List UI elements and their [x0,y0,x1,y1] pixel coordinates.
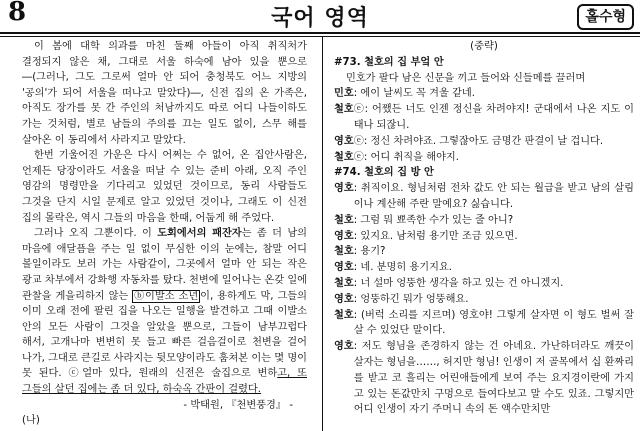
p3-text-a: 그러나 오직 그뿐이다. 이 [34,228,158,240]
speaker: 철호 [334,104,354,116]
right-column [334,39,634,431]
speaker: 민호 [334,88,354,100]
dialogue-text: : 용기? [353,246,386,258]
dialogue-line [334,102,634,134]
dialogue-line [334,276,634,292]
p3-text-b: 는 좀 더 남의 마음에 애달픔을 주는 일 없이 무심한 이의 눈에는, 참말 어디 볼일이라도 보러 가는 사람같이, 그곳에서 얼마 안 되는 작은 광교 차부에서 강화행 자동차를 탔다. 천변에 일어나는 온갖 일에 관찰을 게을리하지 않는 [22,228,307,302]
dialogue-line [334,86,634,102]
dialogue-line [334,213,634,229]
scene-74-dialogue [334,181,634,418]
bold-phrase: 도회에서의 패잔자 [157,228,242,240]
dialogue-line [334,244,634,260]
scene-heading-73: #73. 철호의 집 부엌 안 [334,56,444,68]
dialogue-text: : 네. 분명히 용기지요. [353,262,453,274]
dialogue-text: : 그럼 뭐 뾰족한 수가 있는 줄 아니? [353,214,514,226]
dialogue-text: : (버럭 소리를 지르며) 영호야! 그렇게 살자면 이 형도 벌써 잘살 수 있었단 말이다. [353,309,634,337]
dialogue-line [334,308,634,340]
header-rule [0,32,640,34]
dialogue-line [334,150,634,166]
speaker: 영호 [334,293,354,305]
left-column [22,39,307,431]
dialogue-line [334,339,634,418]
boxed-phrase: ⓑ이발소 소년 [134,290,199,302]
scene-73-dialogue [334,86,634,165]
exam-type-badge: 홀수형 [577,4,634,30]
speaker: 철호 [334,277,354,289]
speaker: 영호 [334,183,354,195]
paragraph-3 [22,226,307,398]
speaker: 철호 [334,151,354,163]
citation: - 박태원, 『천변풍경』 - [183,399,293,411]
dialogue-line [334,229,634,245]
omission-mark: (중략) [470,41,498,52]
dialogue-text: : 저도 형님을 존경하지 않는 건 아녜요. 가난하더라도 깨끗이 살자는 형님을……, 허지만 형님! 인생이 저 골목에서 십 환짜리를 받고 코 흘리는 어린애들에게 보여 주는 요지경이란에 가지고 있는 돈값만치 구멍으로 들여다보고 말 수도 있죠. 그렇지만 어디 인생이 자기 주머니 속의 돈 액수만치만 [353,341,634,416]
column-divider [322,37,323,431]
dialogue-text: ⓔ: 어디 취직을 해야지. [353,151,459,163]
dialogue-text: ⓔ: 어쨌든 너도 인젠 정신을 차려야지! 군대에서 나온 지도 이태나 되잖니. [353,104,634,131]
page-number: 8 [8,0,27,27]
dialogue-line [334,134,634,150]
dialogue-text: : 취직이요. 형님처럼 전차 값도 안 되는 월급을 받고 남의 살림이나 계산해 주란 말예요? 싫습니다. [353,183,634,210]
speaker: 철호 [334,214,354,226]
dialogue-text: : 있지요. 남처럼 용기만 조금 있으면. [353,230,518,242]
dialogue-line [334,181,634,213]
speaker: 철호 [334,309,354,321]
dialogue-line [334,292,634,308]
speaker: 영호 [334,341,354,353]
section-marker: (나) [22,415,40,427]
dialogue-text: : 에이 날씨도 꼭 겨울 같네. [353,88,475,100]
scene-heading-74: #74. 철호의 집 방 안 [334,167,434,179]
dialogue-text: ⓔ: 정신 차려야죠. 그렇잖아도 금명간 판결이 날 겁니다. [353,135,604,147]
paragraph-1: 이 봄에 대학 의과를 마친 둘째 아들이 아직 취직처가 결정되지 않은 채, 그대로 서울 하숙에 남아 있을 뿐으로―(그러나, 그도 그로써 얼마 안 되어 충청북도 어느 지방의 '공의'가 되어 서울을 떠나고 말았다)―, 신전 집의 온 가족은, 아직도 장가를 못 간 주인의 처남까지도 따로 어디 나들이하도 가는 것처럼, 별로 남들의 주의를 끄는 일도 없이, 스무 해를 살아온 이 동리에서 사라지고 말았다. [22,41,307,146]
dialogue-line [334,260,634,276]
stage-direction: 민호가 팔다 남은 신문을 끼고 들어와 신들메를 끌러며 [346,72,586,84]
speaker: 영호 [334,135,354,147]
speaker: 영호 [334,262,354,274]
p3-text-c: 이, 용하게도 막, 그들의 이미 오래 전에 팔린 집을 나오는 일행을 발견하고 그때 이발소 안의 모든 사람이 그것을 알았을 뿐으로, 그들이 남부끄럽다 해서, 고개나마 변변히 못 들고 빠른 걸음걸이로 천변을 걸어 나가, 그대로 큰길로 사라지는 뒷모양이라도 훔쳐본 이는 몇 명이 못 된다. ⓒ얼마 있다, 원래의 신전은 술집으로 변하 [22,290,307,380]
speaker: 철호 [334,246,354,258]
paragraph-2: 한번 기울어진 가운은 다시 어쩌는 수 없어, 온 집안사람은, 언제든 당장이라도 서울을 떠날 수 있는 준비 아래, 오직 주인 영감의 명령만을 기다리고 있었던 것이므로, 동리 사람들도 그것을 단지 시일 문제로 알고 있었던 것이나, 그래도 이 신전 집의 몰락은, 역시 그들의 마음을 한때, 어둡게 해 주었다. [22,150,307,224]
dialogue-text: : 너 설마 엉뚱한 생각을 하고 있는 건 아니겠지. [353,277,564,289]
header-rule-thin [0,36,640,37]
speaker: 영호 [334,230,354,242]
underlined-phrase: 고, 또 그들의 살던 집에는 좀 더 있다, 하숙옥 간판이 걸렸다. [22,368,307,396]
dialogue-text: : 엉뚱하긴 뭐가 엉뚱해요. [353,293,469,305]
page-title: 국어 영역 [271,6,369,31]
